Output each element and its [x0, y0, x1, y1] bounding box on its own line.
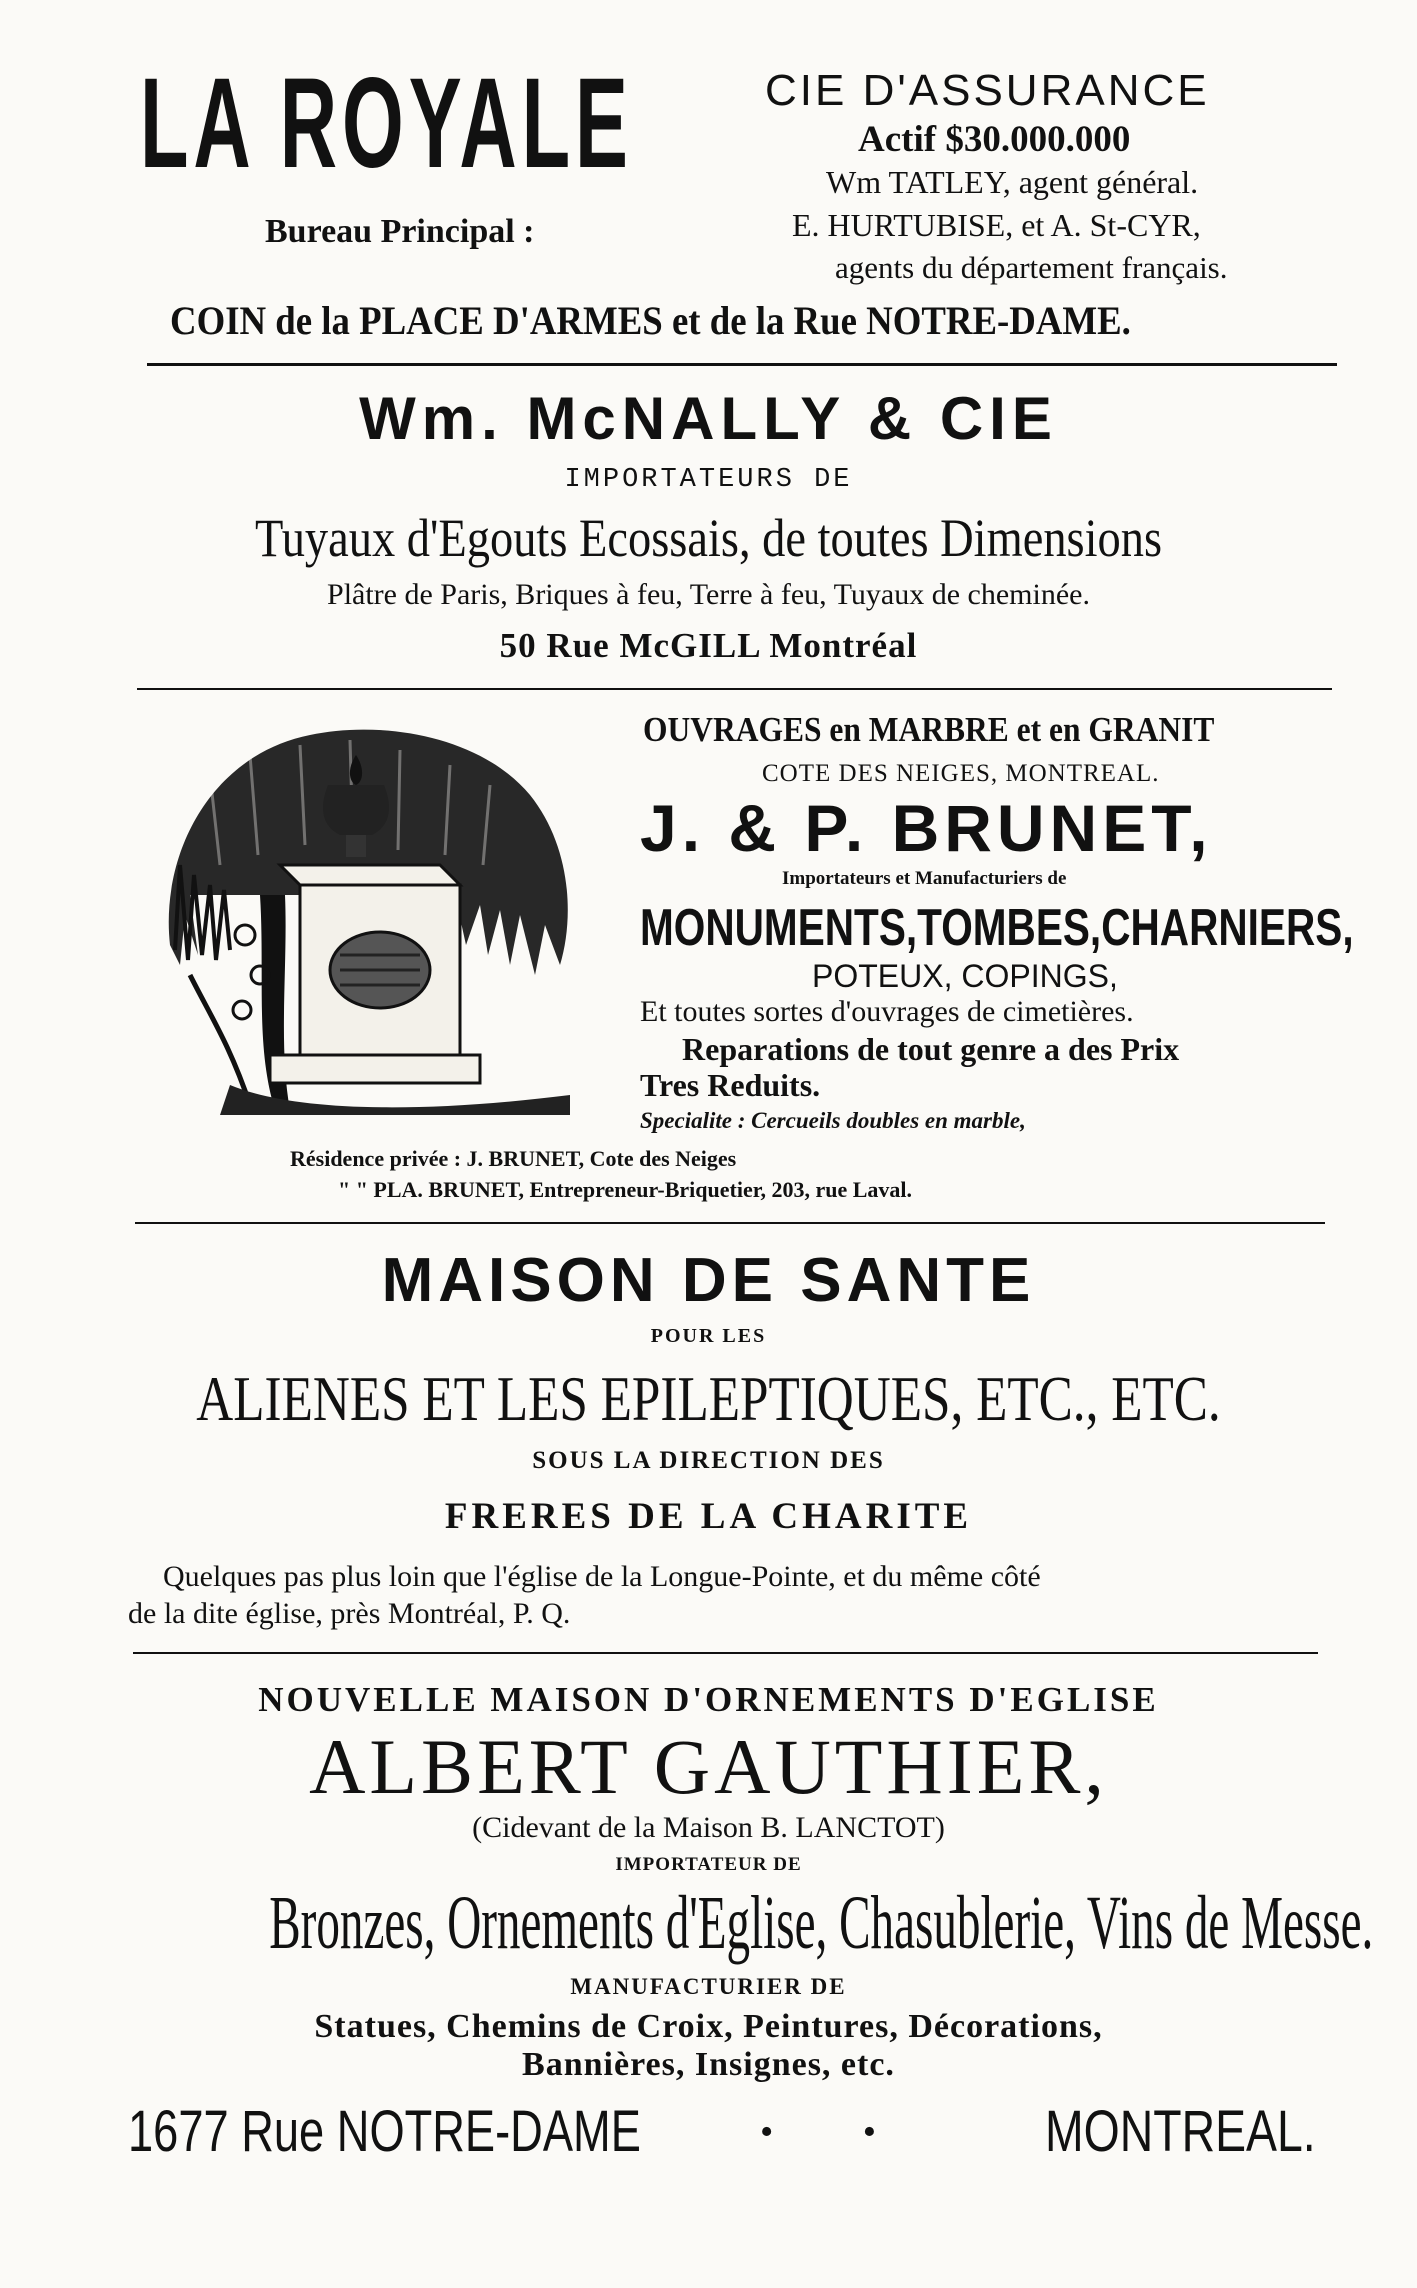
mcnally-title: Wm. McNALLY & CIE	[359, 385, 1058, 452]
gauthier-cidevant: (Cidevant de la Maison B. LANCTOT)	[472, 1811, 945, 1844]
agents-names: E. HURTUBISE, et A. St-CYR,	[792, 207, 1201, 243]
actif-amount: Actif $30.000.000	[858, 119, 1131, 160]
agent-general: Wm TATLEY, agent général.	[826, 164, 1199, 200]
gauthier-importateur: IMPORTATEUR DE	[615, 1854, 802, 1875]
la-royale-title: LA ROYALE	[140, 52, 633, 195]
brunet-poteux: POTEUX, COPINGS,	[812, 958, 1118, 994]
gauthier-bannieres: Bannières, Insignes, etc.	[522, 2046, 895, 2083]
brunet-tres-reduits: Tres Reduits.	[640, 1067, 821, 1103]
gauthier-dots: • •	[760, 2111, 917, 2153]
maison-de-sante-title: MAISON DE SANTE	[381, 1246, 1036, 1315]
brunet-ouvrages: OUVRAGES en MARBRE et en GRANIT	[643, 710, 1215, 749]
brunet-residence-1: Résidence privée : J. BRUNET, Cote des Neiges	[290, 1146, 737, 1171]
sante-location-line-2: de la dite église, près Montréal, P. Q.	[128, 1597, 571, 1630]
sante-sous-direction: SOUS LA DIRECTION DES	[532, 1447, 885, 1474]
sante-pour-les: POUR LES	[650, 1325, 767, 1347]
sante-freres: FRERES DE LA CHARITE	[444, 1496, 973, 1537]
brunet-cote-des-neiges: COTE DES NEIGES, MONTREAL.	[762, 760, 1160, 787]
gauthier-bronzes: Bronzes, Ornements d'Eglise, Chasublerie, Vins de Messe.	[269, 1881, 1374, 1965]
mcnally-address: 50 Rue McGILL Montréal	[499, 626, 918, 665]
sante-location-line-1: Quelques pas plus loin que l'église de la Longue-Pointe, et du même côté	[163, 1560, 1041, 1593]
divider	[137, 688, 1332, 690]
mcnally-products: Plâtre de Paris, Briques à feu, Terre à feu, Tuyaux de cheminée.	[327, 578, 1090, 611]
brunet-specialite: Specialite : Cercueils doubles en marble,	[640, 1108, 1026, 1133]
cie-assurance-heading: CIE D'ASSURANCE	[765, 66, 1210, 115]
agents-departement: agents du département français.	[835, 250, 1228, 285]
gauthier-nouvelle-maison: NOUVELLE MAISON D'ORNEMENTS D'EGLISE	[258, 1680, 1159, 1719]
divider	[135, 1222, 1325, 1224]
brunet-residence-2: " " PLA. BRUNET, Entrepreneur-Briquetier, 203, rue Laval.	[338, 1177, 913, 1202]
brunet-importateurs: Importateurs et Manufacturiers de	[782, 868, 1067, 889]
gauthier-address: 1677 Rue NOTRE-DAME	[128, 2099, 641, 2164]
bureau-principal-label: Bureau Principal :	[265, 213, 535, 250]
gauthier-statues: Statues, Chemins de Croix, Peintures, Décorations,	[314, 2008, 1103, 2045]
gauthier-city: MONTREAL.	[1045, 2099, 1316, 2164]
sante-alienes: ALIENES ET LES EPILEPTIQUES, ETC., ETC.	[196, 1363, 1221, 1434]
brunet-title: J. & P. BRUNET,	[640, 791, 1213, 865]
gauthier-manufacturier: MANUFACTURIER DE	[570, 1974, 847, 1999]
mcnally-importateurs: IMPORTATEURS DE	[564, 465, 853, 495]
brunet-reparations: Reparations de tout genre a des Prix	[682, 1031, 1180, 1067]
gauthier-title: ALBERT GAUTHIER,	[309, 1723, 1108, 1810]
mcnally-tuyaux: Tuyaux d'Egouts Ecossais, de toutes Dimensions	[254, 508, 1163, 568]
brunet-monuments: MONUMENTS,TOMBES,CHARNIERS,	[640, 899, 1354, 957]
brunet-ouvrages-cimetieres: Et toutes sortes d'ouvrages de cimetières.	[640, 995, 1134, 1028]
royale-address: COIN de la PLACE D'ARMES et de la Rue NOTRE-DAME.	[170, 298, 1131, 343]
divider	[133, 1652, 1318, 1654]
divider	[147, 363, 1337, 366]
willow-monument-illustration	[150, 715, 580, 1130]
